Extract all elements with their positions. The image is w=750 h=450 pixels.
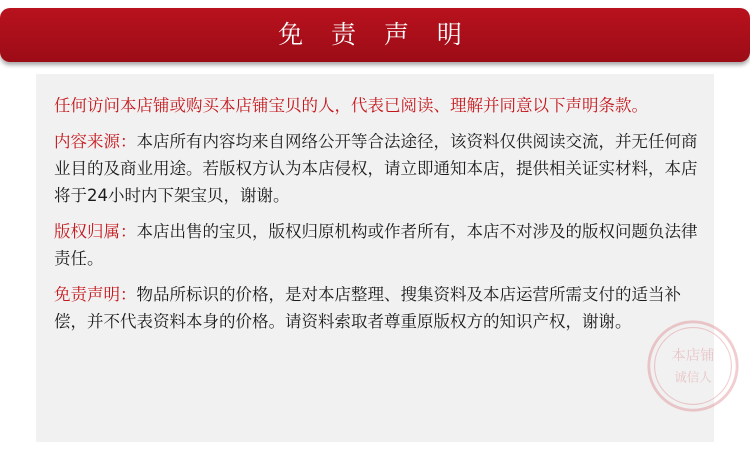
page-title: 免 责 声 明 <box>278 20 472 49</box>
stamp-text-mid: 诚信人 <box>674 369 712 385</box>
section-content-source <box>54 128 704 209</box>
section-label: 内容来源： <box>54 132 137 151</box>
section-text: 本店所有内容均来自网络公开等合法途径，该资料仅供阅读交流，并无任何商业目的及商业用途。若版权方认为本店侵权，请立即通知本店，提供相关证实材料，本店将于24小时内下架宝贝，谢谢。 <box>54 132 698 205</box>
intro-text: 任何访问本店铺或购买本店铺宝贝的人，代表已阅读、理解并同意以下声明条款。 <box>54 96 648 115</box>
disclaimer-body <box>54 92 704 344</box>
section-disclaimer <box>54 281 704 335</box>
section-label: 版权归属： <box>54 222 137 241</box>
section-label: 免责声明： <box>54 285 137 304</box>
seal-stamp-icon <box>645 318 741 414</box>
section-text: 本店出售的宝贝，版权归原机构或作者所有，本店不对涉及的版权问题负法律责任。 <box>54 222 698 268</box>
section-copyright <box>54 218 704 272</box>
stamp-text-top: 本店铺 <box>671 348 715 365</box>
section-text: 物品所标识的价格，是对本店整理、搜集资料及本店运营所需支付的适当补偿，并不代表资料本身的价格。请资料索取者尊重原版权方的知识产权，谢谢。 <box>54 285 681 331</box>
